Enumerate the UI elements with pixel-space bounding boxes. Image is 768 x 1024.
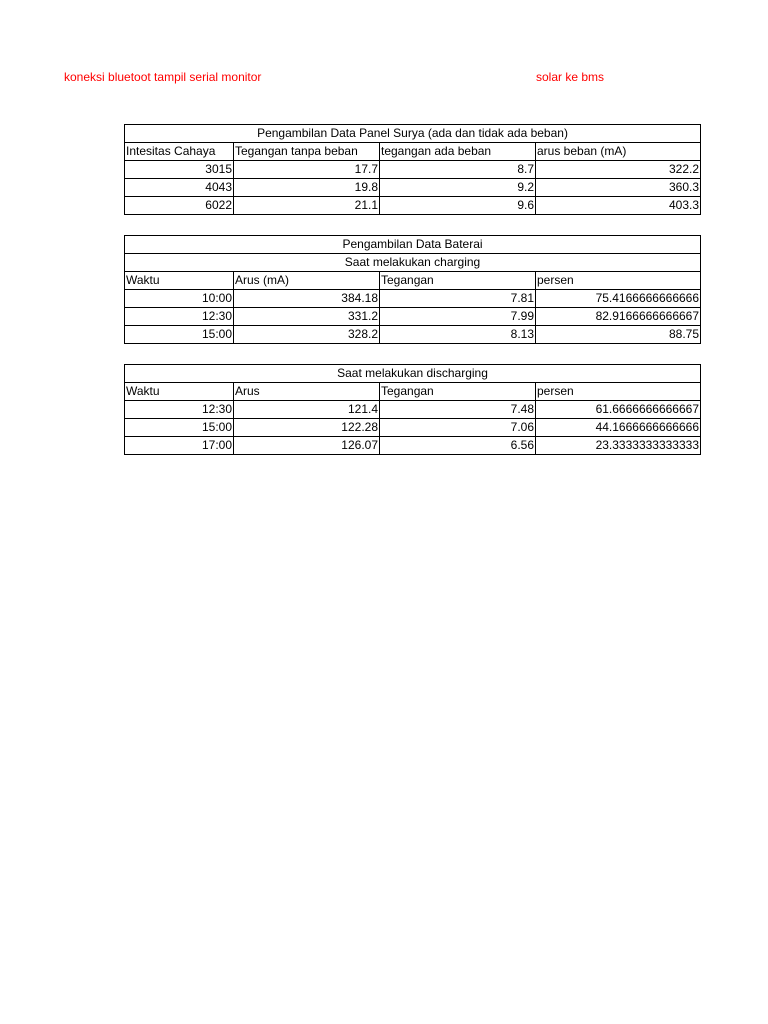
table-row: [125, 161, 701, 179]
column-header: persen: [536, 272, 701, 290]
battery-discharging-table: [124, 364, 701, 455]
table-cell: 322.2: [536, 161, 701, 179]
table-cell: 23.3333333333333: [536, 437, 701, 455]
column-header: Waktu: [125, 383, 234, 401]
table-row: [125, 197, 701, 215]
table-cell: 15:00: [125, 326, 234, 344]
table-row: [125, 179, 701, 197]
column-header: Tegangan tanpa beban: [234, 143, 380, 161]
table-row: [125, 401, 701, 419]
column-header: persen: [536, 383, 701, 401]
table-cell: 8.13: [380, 326, 536, 344]
table-cell: 122.28: [234, 419, 380, 437]
table-cell: 7.06: [380, 419, 536, 437]
table-cell: 21.1: [234, 197, 380, 215]
table-subtitle-row: [125, 254, 701, 272]
column-header: Intesitas Cahaya: [125, 143, 234, 161]
table-cell: 10:00: [125, 290, 234, 308]
table-cell: 12:30: [125, 401, 234, 419]
charging-subtitle: Saat melakukan charging: [125, 254, 701, 272]
table-cell: 8.7: [380, 161, 536, 179]
column-header: Waktu: [125, 272, 234, 290]
table-cell: 9.6: [380, 197, 536, 215]
solar-table-title: Pengambilan Data Panel Surya (ada dan tidak ada beban): [125, 125, 701, 143]
table-cell: 328.2: [234, 326, 380, 344]
table-cell: 331.2: [234, 308, 380, 326]
table-cell: 15:00: [125, 419, 234, 437]
table-cell: 4043: [125, 179, 234, 197]
table-cell: 360.3: [536, 179, 701, 197]
table-title-row: [125, 236, 701, 254]
table-cell: 44.1666666666666: [536, 419, 701, 437]
table-cell: 3015: [125, 161, 234, 179]
discharging-subtitle: Saat melakukan discharging: [125, 365, 701, 383]
table-cell: 88.75: [536, 326, 701, 344]
table-cell: 82.9166666666667: [536, 308, 701, 326]
table-cell: 17:00: [125, 437, 234, 455]
column-header: Arus: [234, 383, 380, 401]
table-cell: 121.4: [234, 401, 380, 419]
table-cell: 12:30: [125, 308, 234, 326]
table-cell: 7.48: [380, 401, 536, 419]
column-header: tegangan ada beban: [380, 143, 536, 161]
solar-panel-table: [124, 124, 701, 215]
table-cell: 9.2: [380, 179, 536, 197]
table-cell: 384.18: [234, 290, 380, 308]
note-bluetooth-serial: koneksi bluetoot tampil serial monitor: [64, 70, 262, 84]
column-header: Tegangan: [380, 383, 536, 401]
table-cell: 126.07: [234, 437, 380, 455]
table-header-row: [125, 383, 701, 401]
table-row: [125, 437, 701, 455]
table-cell: 7.81: [380, 290, 536, 308]
table-cell: 61.6666666666667: [536, 401, 701, 419]
table-row: [125, 290, 701, 308]
table-cell: 19.8: [234, 179, 380, 197]
table-row: [125, 419, 701, 437]
table-header-row: [125, 272, 701, 290]
table-row: [125, 308, 701, 326]
battery-charging-table: [124, 235, 701, 344]
table-cell: 403.3: [536, 197, 701, 215]
table-cell: 6022: [125, 197, 234, 215]
table-cell: 7.99: [380, 308, 536, 326]
table-header-row: [125, 143, 701, 161]
table-subtitle-row: [125, 365, 701, 383]
column-header: Tegangan: [380, 272, 536, 290]
column-header: arus beban (mA): [536, 143, 701, 161]
battery-table-title: Pengambilan Data Baterai: [125, 236, 701, 254]
table-cell: 17.7: [234, 161, 380, 179]
table-cell: 75.4166666666666: [536, 290, 701, 308]
note-solar-bms: solar ke bms: [536, 70, 605, 84]
column-header: Arus (mA): [234, 272, 380, 290]
table-title-row: [125, 125, 701, 143]
table-cell: 6.56: [380, 437, 536, 455]
table-row: [125, 326, 701, 344]
